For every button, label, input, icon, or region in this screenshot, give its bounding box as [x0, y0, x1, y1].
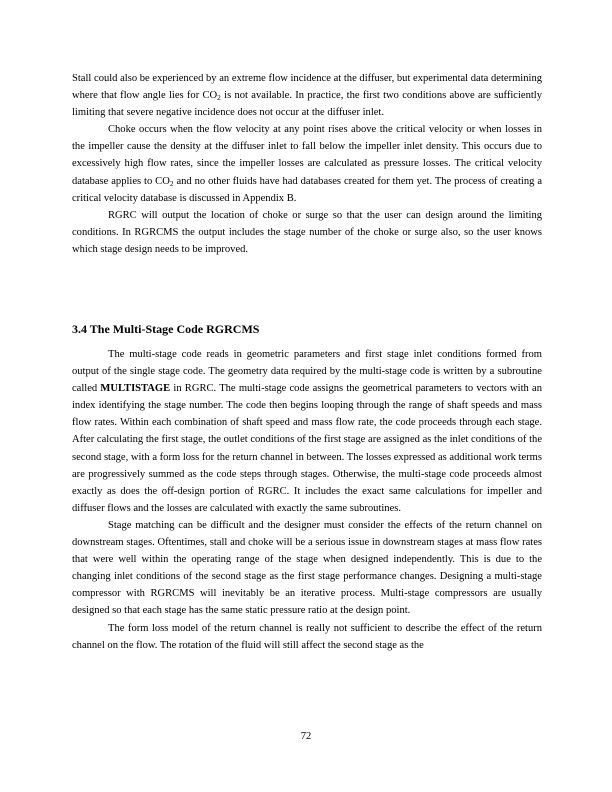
- section-heading: 3.4 The Multi-Stage Code RGRCMS: [72, 322, 260, 336]
- paragraph-multistage-text-b: in RGRC. The multi-stage code assigns the geometrical parameters to vectors with an index identifying the stage number. The code then begins looping through the range of shaft speeds and mass flow rates. Within each combination of shaft speed and mass flow rate, the code proceeds through each stage. After calculating the first stage, the outlet conditions of the first stage are assigned as the inlet conditions of the second stage, with a form loss for the return channel in between. The losses expressed as additional work terms are progressively summed as the code steps through stages. Otherwise, the multi-stage code proceeds almost exactly as does the off-design portion of RGRC. It includes the exact same calculations for impeller and diffuser flows and the losses are calculated with exactly the same subroutines.: [72, 383, 542, 514]
- co2-subscript: 2: [217, 92, 221, 102]
- section-multistage: [72, 346, 542, 654]
- paragraph-multistage-text-a: The multi-stage code reads in geometric parameters and first stage inlet conditions formed from output of the single stage code. The geometry data required by the multi-stage code is written by a subroutine called: [72, 349, 542, 395]
- paragraph-stall: [72, 70, 542, 121]
- section-stall-choke: [72, 70, 542, 258]
- multistage-subroutine-name: MULTISTAGE: [100, 383, 171, 395]
- page-number: 72: [300, 731, 312, 742]
- paragraph-stage-matching: Stage matching can be difficult and the designer must consider the effects of the return channel on downstream stages. Oftentimes, stall and choke will be a serious issue in downstream stages at mass flow rates that were well within the operating range of the stage when designed independently. This is due to the changing inlet conditions of the second stage as the first stage performance changes. Designing a multi-stage compressor with RGRCMS will inevitably be an iterative process. Multi-stage compressors are usually designed so that each stage has the same static pressure ratio at the design point.: [72, 519, 542, 617]
- paragraph-stall-text-a: Stall could also be experienced by an extreme flow incidence at the diffuser, but experimental data determining where that flow angle lies for CO: [72, 73, 542, 102]
- paragraph-choke-text-a: Choke occurs when the flow velocity at any point rises above the critical velocity or when losses in the impeller cause the density at the diffuser inlet to fall below the impeller inlet density. This occurs due to excessively high flow rates, since the impeller losses are calculated as pressure losses. The critical velocity database applies to CO: [72, 124, 542, 187]
- co2-subscript: 2: [169, 178, 174, 188]
- paragraph-form-loss: The form loss model of the return channel is really not sufficient to describe the effect of the return channel on the flow. The rotation of the fluid will still affect the second stage as the: [72, 622, 542, 651]
- paragraph-stall-text-b: is not available. In practice, the first two conditions above are sufficiently limiting that severe negative incidence does not occur at the diffuser inlet.: [72, 90, 542, 119]
- paragraph-choke-text-b: and no other fluids have had databases created for them yet. The process of creating a critical velocity database is discussed in Appendix B.: [72, 175, 542, 204]
- paragraph-rgrc-output: RGRC will output the location of choke or surge so that the user can design around the limiting conditions. In RGRCMS the output includes the stage number of the choke or surge also, so the user knows which stage design needs to be improved.: [72, 209, 542, 255]
- paragraph-choke: [72, 121, 542, 206]
- paragraph-multistage-code: [72, 346, 542, 517]
